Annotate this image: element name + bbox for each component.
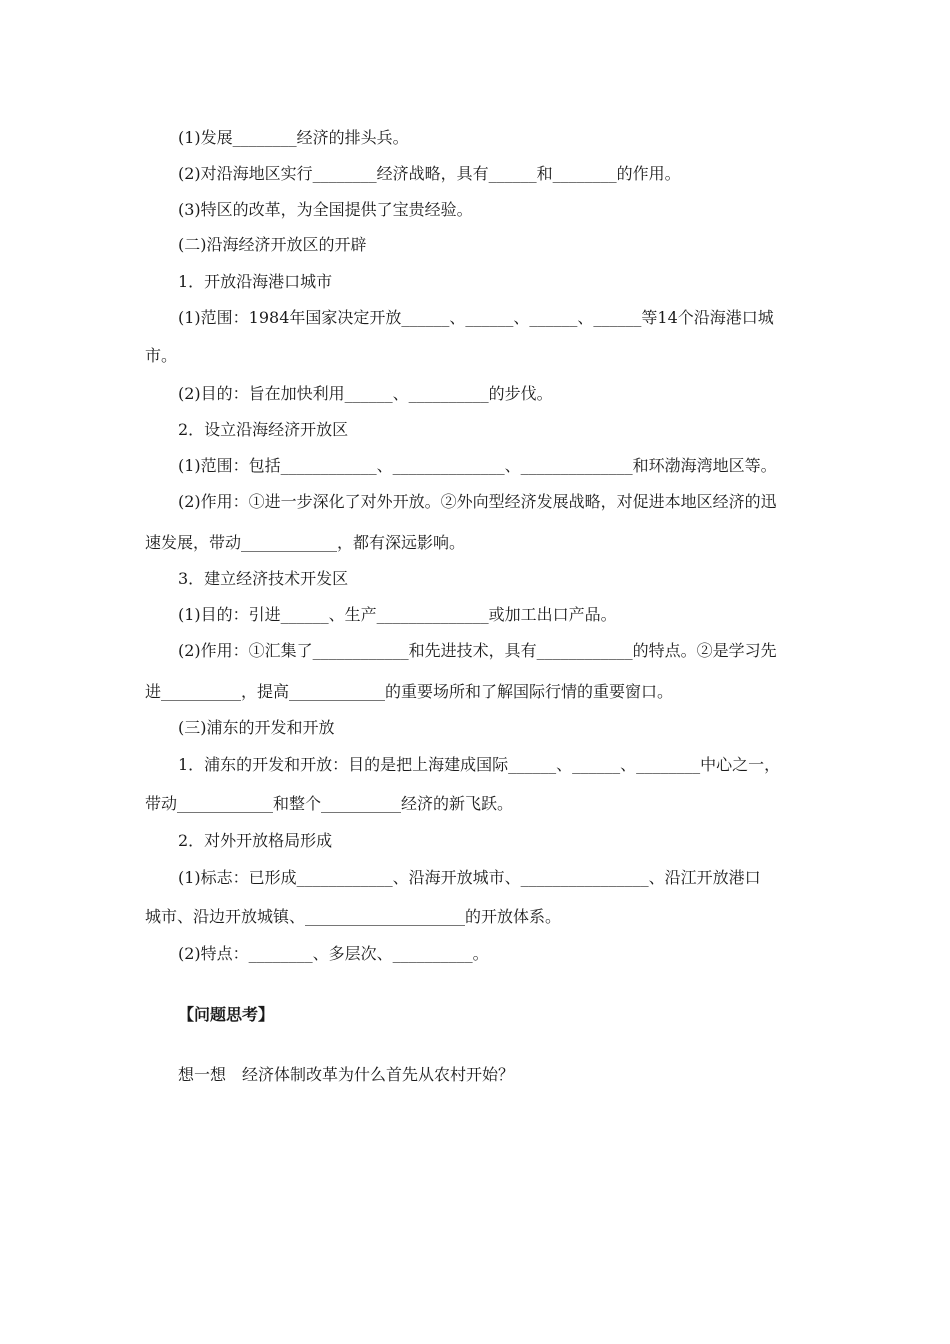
text-line: 1．浦东的开发和开放：目的是把上海建成国际______、______、________中心之一， <box>178 755 781 774</box>
text-line: (1)标志：已形成____________、沿海开放城市、________________、沿江开放港口 <box>178 868 761 887</box>
section-heading: (二)沿海经济开放区的开辟 <box>178 235 367 254</box>
text-line: 市。 <box>145 346 178 365</box>
subsection-heading: 2．设立沿海经济开放区 <box>178 420 349 439</box>
text-line: (1)范围：1984年国家决定开放______、______、______、______等14个沿海港口城 <box>178 308 774 327</box>
text-line: 城市、沿边开放城镇、____________________的开放体系。 <box>145 907 562 926</box>
text-line: (3)特区的改革，为全国提供了宝贵经验。 <box>178 200 473 219</box>
question-line: 想一想 经济体制改革为什么首先从农村开始？ <box>178 1065 515 1084</box>
text-line: 带动____________和整个__________经济的新飞跃。 <box>145 794 514 813</box>
section-heading: (三)浦东的开发和开放 <box>178 718 335 737</box>
text-line: (1)发展________经济的排头兵。 <box>178 128 409 147</box>
text-line: (1)范围：包括____________、______________、______________和环渤海湾地区等。 <box>178 456 777 475</box>
text-line: (2)目的：旨在加快利用______、__________的步伐。 <box>178 384 553 403</box>
text-line: (2)作用：①汇集了____________和先进技术，具有____________的特点。②是学习先 <box>178 641 777 660</box>
subsection-heading: 1．开放沿海港口城市 <box>178 272 333 291</box>
section-heading: 【问题思考】 <box>178 1005 275 1024</box>
subsection-heading: 2．对外开放格局形成 <box>178 831 333 850</box>
text-line: 进__________，提高____________的重要场所和了解国际行情的重要窗口。 <box>145 682 674 701</box>
text-line: (2)对沿海地区实行________经济战略，具有______和________的作用。 <box>178 164 681 183</box>
subsection-heading: 3．建立经济技术开发区 <box>178 569 349 588</box>
text-line: (1)目的：引进______、生产______________或加工出口产品。 <box>178 605 617 624</box>
text-line: 速发展，带动____________，都有深远影响。 <box>145 533 466 552</box>
text-line: (2)特点：________、多层次、__________。 <box>178 944 489 963</box>
text-line: (2)作用：①进一步深化了对外开放。②外向型经济发展战略，对促进本地区经济的迅 <box>178 492 777 511</box>
